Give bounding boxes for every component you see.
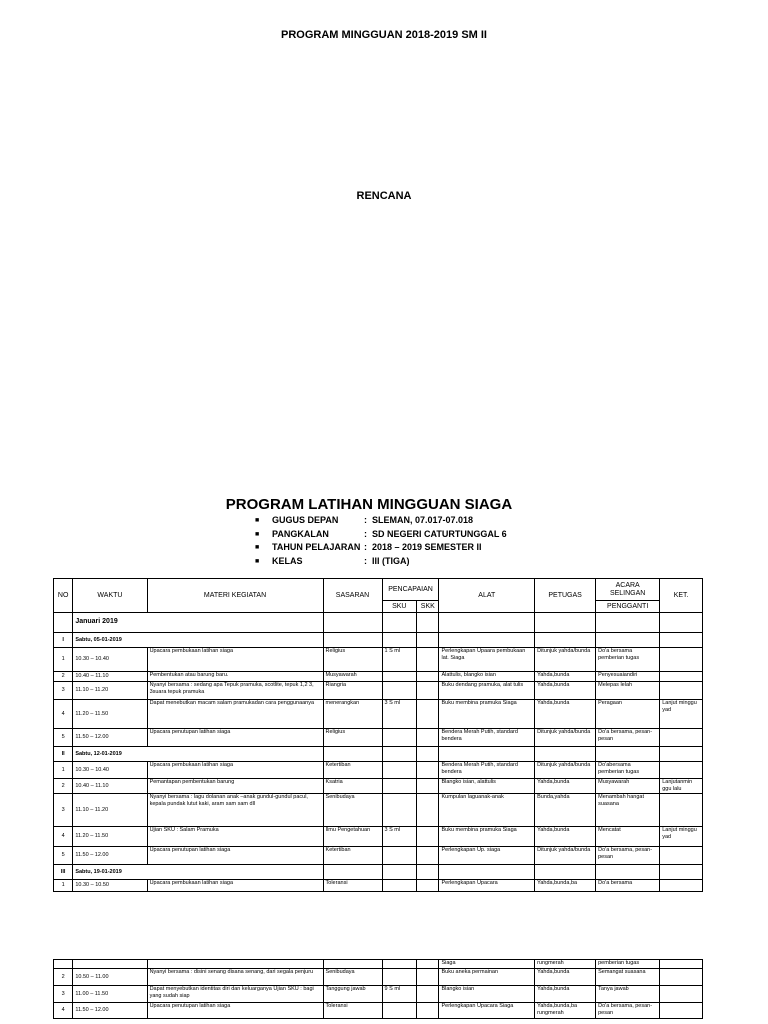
program-info-list <box>255 514 507 568</box>
table-row <box>54 672 703 682</box>
table-row <box>54 969 703 986</box>
header-petugas: PETUGAS <box>535 579 596 613</box>
cell-sasaran: Ketertiban <box>323 847 382 865</box>
cell-sku <box>382 880 417 892</box>
cell-waktu: 10.50 – 11.00 <box>73 969 147 986</box>
cell-petugas: rungmerah <box>535 960 596 969</box>
cell-no: 2 <box>54 969 73 986</box>
table-row <box>54 700 703 729</box>
cell-no: 5 <box>54 729 73 747</box>
cell-sasaran: menerangkan <box>323 700 382 729</box>
cell-sku: 9 S ml <box>382 986 417 1003</box>
header-waktu: WAKTU <box>73 579 147 613</box>
week-date: Sabtu, 12-01-2019 <box>73 747 323 762</box>
cell-skk <box>417 729 439 747</box>
cell-sasaran: Ketertiban <box>323 762 382 779</box>
cell-petugas: Yahda,bunda,ba rungmerah <box>535 1003 596 1019</box>
cell-sasaran: Tanggung jawab <box>323 986 382 1003</box>
cell-sasaran <box>323 960 382 969</box>
cell-no: 2 <box>54 672 73 682</box>
cell-waktu <box>73 960 147 969</box>
cell-ket <box>660 729 703 747</box>
info-item: ■ TAHUN PELAJARAN : 2018 – 2019 SEMESTER II <box>255 541 507 555</box>
cell-materi: Ujian SKU : Salam Pramuka <box>147 827 323 847</box>
cell-petugas: Ditunjuk yahda/bunda <box>535 729 596 747</box>
table-row <box>54 779 703 794</box>
header-pencapaian: PENCAPAIAN <box>382 579 439 601</box>
bullet-icon: ■ <box>255 530 260 538</box>
cell-acara: pemberian tugas <box>596 960 660 969</box>
cell-acara: Do'a bersama pemberian tugas <box>596 648 660 672</box>
info-item: ■ GUGUS DEPAN : SLEMAN, 07.017-07.018 <box>255 514 507 528</box>
cell-alat: Blangko isian, alattulis <box>439 779 535 794</box>
cell-waktu: 11.20 – 11.50 <box>73 827 147 847</box>
cell-alat: Perlengkapan Upacara Siaga <box>439 1003 535 1019</box>
cell-sasaran: Riangria <box>323 682 382 700</box>
week-date: Sabtu, 19-01-2019 <box>73 865 323 880</box>
cell-acara: Do'abersama pemberian tugas <box>596 762 660 779</box>
cell-sku <box>382 847 417 865</box>
cell-skk <box>417 794 439 827</box>
cell-ket <box>660 1003 703 1019</box>
cell-ket: Lanjut minggu yad <box>660 827 703 847</box>
cell-sku <box>382 960 417 969</box>
cell-petugas: Ditunjuk yahda/bunda <box>535 762 596 779</box>
header-pengganti: PENGGANTI <box>596 601 660 613</box>
cell-no: 3 <box>54 682 73 700</box>
cell-waktu: 10.30 – 10.40 <box>73 648 147 672</box>
cell-materi: Upacara penutupan latihan siaga <box>147 847 323 865</box>
cell-materi: Upacara penutupan latihan siaga <box>147 1003 323 1019</box>
cell-petugas: Yahda,bunda <box>535 682 596 700</box>
header-ket: KET. <box>660 579 703 613</box>
cell-acara: Peragaan <box>596 700 660 729</box>
cell-skk <box>417 847 439 865</box>
cell-skk <box>417 880 439 892</box>
cell-ket <box>660 969 703 986</box>
cell-acara: Penyesuaiandiri <box>596 672 660 682</box>
cell-materi: Dapat menebutkan macam salam pramukadan cara penggunaanya <box>147 700 323 729</box>
table-row <box>54 880 703 892</box>
cell-skk <box>417 827 439 847</box>
cell-sasaran: Musyawarah <box>323 672 382 682</box>
cell-ket <box>660 880 703 892</box>
cell-petugas: Yahda,bunda <box>535 986 596 1003</box>
bullet-icon: ■ <box>255 517 260 524</box>
cell-ket: Lanjut minggu yad <box>660 700 703 729</box>
cell-alat: Buku membina pramuka Siaga <box>439 827 535 847</box>
table-row <box>54 986 703 1003</box>
cell-materi: Nyanyi bersama : sedang apa Tepuk pramuka, scotlite, tepuk 1,2 3, 3suara tepuk pramuka <box>147 682 323 700</box>
table-header-row <box>54 579 703 601</box>
cell-alat: Blangko isian <box>439 986 535 1003</box>
cell-alat: Siaga <box>439 960 535 969</box>
cell-alat: Buku aneka permainan <box>439 969 535 986</box>
cell-waktu: 11.50 – 12.00 <box>73 729 147 747</box>
cell-no: 2 <box>54 779 73 794</box>
cell-sku: 3 S ml <box>382 827 417 847</box>
cell-skk <box>417 986 439 1003</box>
cell-no: 3 <box>54 794 73 827</box>
cell-sku <box>382 762 417 779</box>
cell-petugas: Yahda,bunda <box>535 827 596 847</box>
header-acara: ACARA SELINGAN <box>596 579 660 601</box>
cell-materi: Dapat menyebutkan identitas diri dan keluarganya Ujian SKU : bagi yang sudah siap <box>147 986 323 1003</box>
cell-no: 4 <box>54 827 73 847</box>
cell-ket <box>660 986 703 1003</box>
cell-materi <box>147 960 323 969</box>
cell-ket: Lanjutanmin ggu lalu <box>660 779 703 794</box>
week-date: Sabtu, 05-01-2019 <box>73 633 323 648</box>
cell-alat: Kumpulan laguanak-anak <box>439 794 535 827</box>
cell-sku: 1 S ml <box>382 648 417 672</box>
table-row <box>54 762 703 779</box>
cell-acara: Semangat suasana <box>596 969 660 986</box>
cell-petugas: Bunda,yahda <box>535 794 596 827</box>
cell-ket <box>660 672 703 682</box>
cell-skk <box>417 762 439 779</box>
cell-skk <box>417 672 439 682</box>
table-row <box>54 648 703 672</box>
cell-acara: Melepas lelah <box>596 682 660 700</box>
plan-title: RENCANA <box>356 190 412 202</box>
cell-skk <box>417 779 439 794</box>
cell-no: 4 <box>54 700 73 729</box>
cell-no: 1 <box>54 762 73 779</box>
cell-materi: Upacara pembukaan latihan siaga <box>147 762 323 779</box>
cell-sku <box>382 794 417 827</box>
cell-petugas: Ditunjuk yahda/bunda <box>535 847 596 865</box>
cell-waktu: 11.00 – 11.50 <box>73 986 147 1003</box>
cell-waktu: 10.30 – 10.40 <box>73 762 147 779</box>
cell-materi: Upacara pembukaan latihan siaga <box>147 880 323 892</box>
cell-petugas: Yahda,bunda <box>535 969 596 986</box>
table-row <box>54 847 703 865</box>
cell-alat: Buku membina pramuka Siaga <box>439 700 535 729</box>
table-row <box>54 729 703 747</box>
cell-sasaran: Ilmu Pengetahuan <box>323 827 382 847</box>
cell-sku <box>382 969 417 986</box>
bullet-icon: ■ <box>255 557 260 565</box>
cell-skk <box>417 969 439 986</box>
cell-waktu: 10.40 – 11.10 <box>73 779 147 794</box>
cell-alat: Buku dendang pramuka, alat tulis <box>439 682 535 700</box>
cell-petugas: Yahda,bunda,ba <box>535 880 596 892</box>
table-row <box>54 682 703 700</box>
cell-alat: Perlengkapan Upaara pembukaan lat. Siaga <box>439 648 535 672</box>
info-item: ■ KELAS : III (TIGA) <box>255 555 507 569</box>
cell-acara: Do'a bersama, pesan-pesan <box>596 1003 660 1019</box>
cell-alat: Perlengkapan Up. siaga <box>439 847 535 865</box>
header-no: NO <box>54 579 73 613</box>
cell-sku <box>382 779 417 794</box>
cell-waktu: 10.30 – 10.50 <box>73 880 147 892</box>
cell-ket <box>660 847 703 865</box>
cell-materi: Upacara penutupan latihan siaga <box>147 729 323 747</box>
cell-no: 4 <box>54 1003 73 1019</box>
info-item: ■ PANGKALAN : SD NEGERI CATURTUNGGAL 6 <box>255 528 507 542</box>
table-row <box>54 1003 703 1019</box>
cell-materi: Pemantapan pembentukan barung <box>147 779 323 794</box>
cell-sasaran: Ksatria <box>323 779 382 794</box>
table-row <box>54 827 703 847</box>
cell-sku <box>382 1003 417 1019</box>
week-row <box>54 747 703 762</box>
cell-waktu: 11.10 – 11.20 <box>73 682 147 700</box>
page-title: PROGRAM MINGGUAN 2018-2019 SM II <box>281 29 487 41</box>
table-row <box>54 960 703 969</box>
cell-ket <box>660 648 703 672</box>
cell-waktu: 11.50 – 12.00 <box>73 1003 147 1019</box>
schedule-table-continued <box>53 959 703 1019</box>
cell-no: 5 <box>54 847 73 865</box>
month-row <box>54 613 703 633</box>
cell-materi: Pembentukan atau barung baru. <box>147 672 323 682</box>
cell-acara: Do'a bersama, pesan-pesan <box>596 847 660 865</box>
week-row <box>54 865 703 880</box>
cell-alat: Alattulis, blangko isian <box>439 672 535 682</box>
cell-acara: Menambah hangat suasana <box>596 794 660 827</box>
cell-sasaran: Toleransi <box>323 1003 382 1019</box>
cell-waktu: 10.40 – 11.10 <box>73 672 147 682</box>
cell-skk <box>417 682 439 700</box>
cell-no: 1 <box>54 648 73 672</box>
header-materi: MATERI KEGIATAN <box>147 579 323 613</box>
cell-acara: Musyawarah <box>596 779 660 794</box>
cell-materi: Upacara pembukaan latihan siaga <box>147 648 323 672</box>
cell-skk <box>417 700 439 729</box>
cell-sasaran: Religius <box>323 729 382 747</box>
cell-ket <box>660 762 703 779</box>
cell-sku: 3 S ml <box>382 700 417 729</box>
cell-petugas: Ditunjuk yahda/bunda <box>535 648 596 672</box>
cell-waktu: 11.10 – 11.20 <box>73 794 147 827</box>
cell-skk <box>417 648 439 672</box>
cell-petugas: Yahda,bunda <box>535 779 596 794</box>
header-sasaran: SASARAN <box>323 579 382 613</box>
cell-acara: Tanya jawab <box>596 986 660 1003</box>
cell-acara: Do'a bersama, pesan-pesan <box>596 729 660 747</box>
cell-alat: Bendera Merah Putih, standard bendera <box>439 729 535 747</box>
week-number: II <box>54 747 73 762</box>
bullet-icon: ■ <box>255 544 260 551</box>
month-label: Januari 2019 <box>73 613 323 633</box>
table-row <box>54 794 703 827</box>
cell-petugas: Yahda,bunda <box>535 700 596 729</box>
cell-materi: Nyanyi bersama : lagu dolanan anak –anak gundul-gundul pacul, kepala pundak lutut kaki, aram sam sam dll <box>147 794 323 827</box>
cell-acara: Do'a bersama <box>596 880 660 892</box>
cell-no: 3 <box>54 986 73 1003</box>
cell-sku <box>382 682 417 700</box>
cell-sasaran: Senibudaya <box>323 794 382 827</box>
program-title: PROGRAM LATIHAN MINGGUAN SIAGA <box>225 496 513 513</box>
cell-acara: Mencatat <box>596 827 660 847</box>
week-row <box>54 633 703 648</box>
cell-sku <box>382 672 417 682</box>
cell-materi: Nyanyi bersama : disini senang disana senang, dari segala penjuru <box>147 969 323 986</box>
cell-sku <box>382 729 417 747</box>
header-skk: SKK <box>417 601 439 613</box>
cell-petugas: Yahda,bunda <box>535 672 596 682</box>
cell-ket <box>660 960 703 969</box>
cell-sasaran: Religius <box>323 648 382 672</box>
header-alat: ALAT <box>439 579 535 613</box>
cell-sasaran: Senibudaya <box>323 969 382 986</box>
week-number: III <box>54 865 73 880</box>
cell-no: 1 <box>54 880 73 892</box>
cell-alat: Bendera Merah Putih, standard bendera <box>439 762 535 779</box>
header-sku: SKU <box>382 601 417 613</box>
cell-ket <box>660 794 703 827</box>
week-number: I <box>54 633 73 648</box>
cell-skk <box>417 960 439 969</box>
schedule-table <box>53 578 703 892</box>
cell-alat: Perlengkapan Upacara <box>439 880 535 892</box>
cell-ket <box>660 682 703 700</box>
cell-waktu: 11.20 – 11.50 <box>73 700 147 729</box>
cell-no <box>54 960 73 969</box>
cell-sasaran: Toleransi <box>323 880 382 892</box>
cell-waktu: 11.50 – 12.00 <box>73 847 147 865</box>
cell-skk <box>417 1003 439 1019</box>
